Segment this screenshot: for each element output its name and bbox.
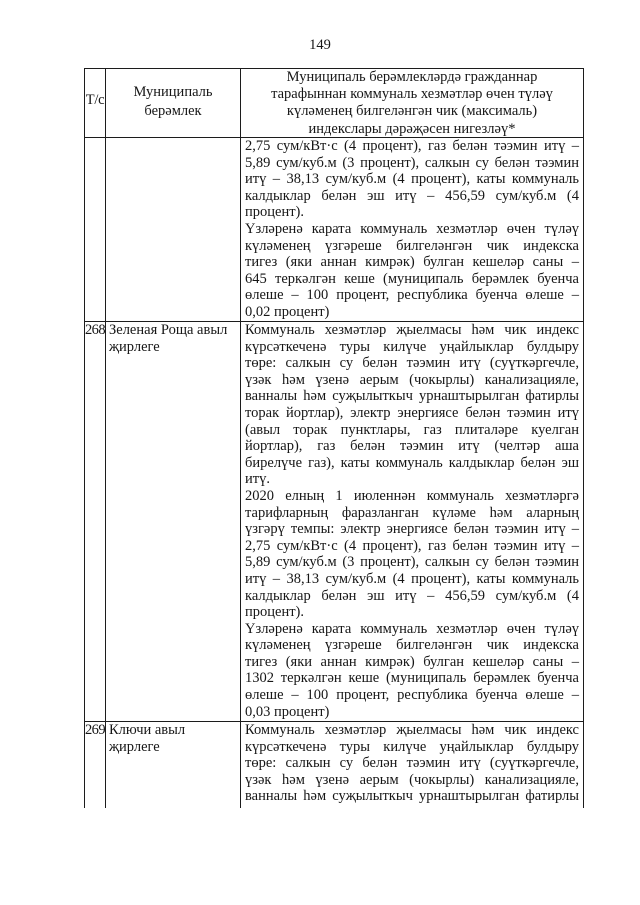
text-line: 5,89 сум/куб.м (3 процент), салкын су белән тәэмин: [245, 154, 579, 171]
text-line: ванналы һәм суҗылыткыч урнаштырылган фатирлы: [245, 388, 579, 405]
municipality-name-line: Зеленая Роща авыл: [109, 322, 228, 338]
table-row: [0, 137, 640, 321]
text-line: 2020 елның 1 июленнән коммуналь хезмәтләргә: [245, 487, 579, 504]
text-line: өлеше – 100 процент, республика буенча өлеше –: [245, 687, 579, 704]
municipality-name-line: җирлеге: [109, 338, 160, 355]
text-paragraph: [245, 221, 579, 321]
text-line: 1302 теркәлгән кеше (муниципаль берәмлек буенча: [245, 670, 579, 687]
text-line: процент).: [245, 604, 305, 621]
header-description-line: индекслары дәрәҗәсен нигезләү*: [308, 120, 516, 137]
text-line: төре: салкын су белән тәэмин итү (суүткәргечле,: [245, 355, 579, 372]
header-number-column: Т/с: [85, 92, 105, 108]
text-line: итү.: [245, 471, 270, 488]
text-line: йортлар), газ белән тәэмин итү (челтәр аша: [245, 438, 579, 455]
municipality-name: [109, 322, 237, 355]
text-line: 645 теркәлгән кеше (муниципаль берәмлек буенча: [245, 270, 579, 287]
header-description-column: [241, 69, 583, 138]
text-paragraph: [245, 488, 579, 621]
municipality-name: [109, 722, 237, 755]
text-line: Үзләренә карата коммуналь хезмәтләр өчен түләү: [245, 620, 579, 637]
text-line: тигез (яки аннан кимрәк) булган кешеләр саны –: [245, 254, 579, 271]
header-description-line: күләменең билгеләнгән чик (максималь): [286, 103, 538, 120]
municipality-name-line: җирлеге: [109, 738, 160, 755]
indicator-justification-text: [245, 322, 579, 720]
text-line: торак йортлар), электр энергиясе белән тәэмин итү: [245, 404, 579, 421]
text-line: 0,03 процент): [245, 703, 330, 720]
indicator-justification-text: [245, 138, 579, 321]
text-line: 2,75 сум/кВт·с (4 процент), газ белән тәэмин итү –: [245, 138, 579, 154]
text-paragraph: [245, 722, 579, 805]
text-line: күләменең үзгәреше билгеләнгән чик индекска: [245, 637, 579, 654]
text-line: бирелүче газ), каты коммуналь калдыклар белән эш: [245, 454, 579, 471]
header-description-line: Муниципаль берәмлекләрдә гражданнар: [286, 69, 538, 85]
text-line: күрсәткеченә туры килүче уңайлыклар булдыру: [245, 338, 579, 355]
page-number: 149: [309, 37, 331, 53]
municipality-name-line: Ключи авыл: [109, 722, 186, 738]
text-line: төре: салкын су белән тәэмин итү (суүткәргечле,: [245, 755, 579, 772]
text-line: калдыклар белән эш итү – 456,59 сум/куб.м (4: [245, 187, 579, 204]
header-municipality-line: Муниципаль: [133, 84, 213, 100]
text-paragraph: [245, 322, 579, 488]
text-line: ванналы һәм суҗылыткыч урнаштырылган фатирлы: [245, 788, 579, 805]
text-line: тигез (яки аннан кимрәк) булган кешеләр саны –: [245, 653, 579, 670]
text-line: итү – 38,13 сум/куб.м (4 процент), каты коммуналь: [245, 570, 579, 587]
text-line: Коммуналь хезмәтләр җыелмасы һәм чик индекс: [245, 322, 579, 338]
text-line: 5,89 сум/куб.м (3 процент), салкын су белән тәэмин: [245, 554, 579, 571]
text-paragraph: [245, 621, 579, 721]
text-line: үзәк һәм үзенә аерым (чокырлы) канализацияле,: [245, 771, 579, 788]
text-line: калдыклар белән эш итү – 456,59 сум/куб.м (4: [245, 587, 579, 604]
table-row: [0, 321, 640, 721]
text-line: итү – 38,13 сум/куб.м (4 процент), каты коммуналь: [245, 171, 579, 188]
text-paragraph: [245, 138, 579, 221]
text-line: процент).: [245, 204, 305, 221]
text-line: күләменең үзгәреше билгеләнгән чик индекска: [245, 237, 579, 254]
text-line: 0,02 процент): [245, 303, 330, 320]
text-line: өлеше – 100 процент, республика буенча өлеше –: [245, 287, 579, 304]
indicator-justification-text: [245, 722, 579, 805]
text-line: үзәк һәм үзенә аерым (чокырлы) канализацияле,: [245, 371, 579, 388]
table-header-row: [0, 68, 640, 137]
header-description-line: тарафыннан коммуналь хезмәтләр өчен түләү: [271, 86, 553, 103]
text-line: 2,75 сум/кВт·с (4 процент), газ белән тәэмин итү –: [245, 537, 579, 554]
table-row: [0, 721, 640, 808]
header-municipality-line: берәмлек: [144, 103, 202, 119]
row-number: 269: [85, 722, 105, 738]
text-line: Үзләренә карата коммуналь хезмәтләр өчен түләү: [245, 220, 579, 237]
text-line: үзгәрү темпы: электр энергиясе белән тәэмин итү –: [245, 521, 579, 538]
text-line: (авыл торак пунктлары, газ плиталәре куелган: [245, 421, 579, 438]
row-number: 268: [85, 322, 105, 338]
text-line: тарифларның фаразланган күләме һәм аларның: [245, 504, 579, 521]
header-municipality-column: [106, 83, 240, 121]
text-line: Коммуналь хезмәтләр җыелмасы һәм чик индекс: [245, 722, 579, 738]
text-line: күрсәткеченә туры килүче уңайлыклар булдыру: [245, 738, 579, 755]
